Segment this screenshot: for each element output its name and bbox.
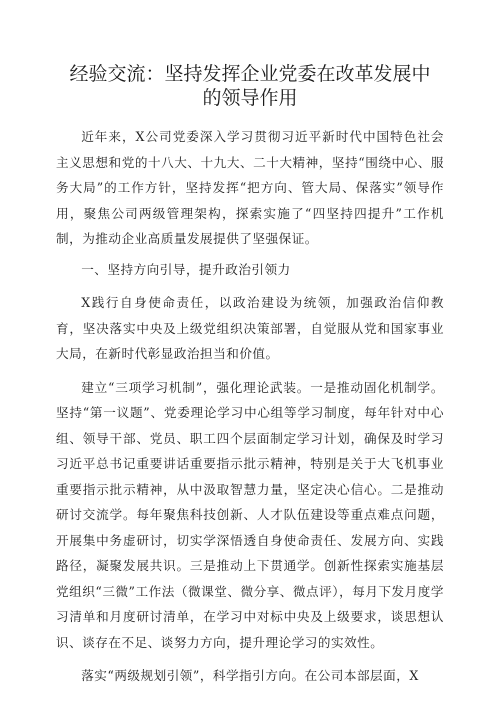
body-paragraph: 落实“两级规划引领”，科学指引方向。在公司本部层面，X <box>81 668 419 683</box>
title-line-2: 的领导作用 <box>202 87 298 109</box>
body-paragraph: 建立“三项学习机制”，强化理论武装。一是推动固化机制学。坚持“第一议题”、党委理论学习中心组等学习制度，每年针对中心组、领导干部、党员、职工四个层面制定学习计划，确保及时学习习近平总书记重要讲话重要指示批示精神，特别是关于大飞机事业重要指示批示精神，从中汲取智慧力量，坚定决心信心。二是推动研讨交流学。每年聚焦科技创新、人才队伍建设等重点难点问题，开展集中务虚研讨，切实学深悟透自身使命责任、发展方向、实践路径，凝聚发展共识。三是推动上下贯通学。创新性探索实施基层党组织“三微”工作法（微课堂、微分享、微点评），每月下发月度学习清单和月度研讨清单，在学习中对标中央及上级要求，谈思想认识、谈存在不足、谈努力方向，提升理论学习的实效性。 <box>56 379 444 650</box>
title-line-1: 经验交流：坚持发挥企业党委在改革发展中 <box>69 63 431 85</box>
intro-paragraph: 近年来，X公司党委深入学习贯彻习近平新时代中国特色社会主义思想和党的十八大、十九大、二十大精神，坚持“围绕中心、服务大局”的工作方针，坚持发挥“把方向、管大局、保落实”领导作用，聚焦公司两级管理架构，探索实施了“四坚持四提升”工作机制，为推动企业高质量发展提供了坚强保证。 <box>56 129 444 246</box>
section-heading-1: 一、坚持方向引导，提升政治引领力 <box>81 261 291 277</box>
document-title <box>56 62 444 110</box>
body-paragraph: X践行自身使命责任，以政治建设为统领，加强政治信仰教育，坚决落实中央及上级党组织决策部署，自觉服从党和国家事业大局，在新时代彰显政治担当和价值。 <box>56 295 444 361</box>
